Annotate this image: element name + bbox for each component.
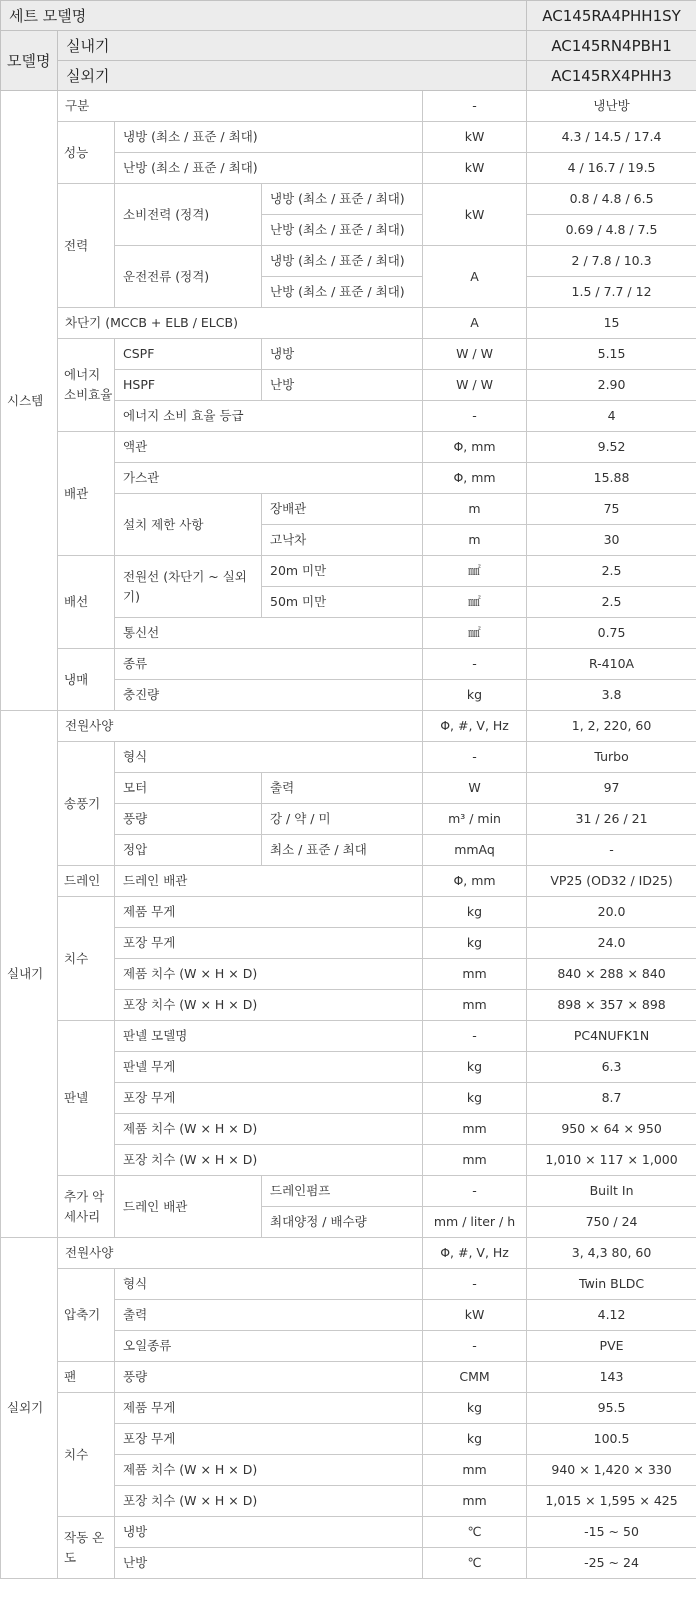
under20-value: 2.5 [527, 556, 696, 587]
set-model-label: 세트 모델명 [1, 1, 527, 31]
cspf-unit: W / W [423, 339, 527, 370]
comp-group-label: 압축기 [58, 1269, 115, 1362]
outdoor-model-row [1, 61, 696, 91]
wiring-group-label: 배선 [58, 556, 115, 649]
indoor-size-unit: mm [423, 959, 527, 990]
kind-unit: - [423, 649, 527, 680]
table-row [1, 1269, 696, 1300]
outdoor-pack-size-value: 1,015 × 1,595 × 425 [527, 1486, 696, 1517]
table-row [1, 1393, 696, 1424]
type-unit: - [423, 91, 527, 122]
indoor-power-value: 1, 2, 220, 60 [527, 711, 696, 742]
hspf-unit: W / W [423, 370, 527, 401]
drain-pipe-unit: Φ, mm [423, 866, 527, 897]
outdoor-pack-weight-label: 포장 무게 [115, 1424, 423, 1455]
outdoor-airflow-value: 143 [527, 1362, 696, 1393]
under50-unit: ㎟ [423, 587, 527, 618]
outdoor-power-value: 3, 4,3 80, 60 [527, 1238, 696, 1269]
airflow-unit: m³ / min [423, 804, 527, 835]
table-row [1, 1517, 696, 1548]
comp-output-label: 출력 [115, 1300, 423, 1331]
outdoor-size-value: 940 × 1,420 × 330 [527, 1455, 696, 1486]
indoor-pack-size-value: 898 × 357 × 898 [527, 990, 696, 1021]
fan-type-label: 형식 [115, 742, 423, 773]
temp-cool-value: -15 ~ 50 [527, 1517, 696, 1548]
panel-group-label: 판넬 [58, 1021, 115, 1176]
cur-cool-label: 냉방 (최소 / 표준 / 최대) [262, 246, 423, 277]
drain-group-label: 드레인 [58, 866, 115, 897]
outdoor-pack-weight-unit: kg [423, 1424, 527, 1455]
outdoor-weight-value: 95.5 [527, 1393, 696, 1424]
comp-type-value: Twin BLDC [527, 1269, 696, 1300]
lift-value: 750 / 24 [527, 1207, 696, 1238]
hspf-value: 2.90 [527, 370, 696, 401]
table-row [1, 1176, 696, 1207]
accessory-group-label: 추가 악세사리 [58, 1176, 115, 1238]
outdoor-weight-unit: kg [423, 1393, 527, 1424]
model-label: 모델명 [1, 31, 58, 91]
indoor-weight-value: 20.0 [527, 897, 696, 928]
grade-value: 4 [527, 401, 696, 432]
outdoor-pack-weight-value: 100.5 [527, 1424, 696, 1455]
comp-type-unit: - [423, 1269, 527, 1300]
gas-unit: Φ, mm [423, 463, 527, 494]
gas-value: 15.88 [527, 463, 696, 494]
outdoor-fan-group-label: 팬 [58, 1362, 115, 1393]
indoor-model-value: AC145RN4PBH1 [527, 31, 696, 61]
outdoor-weight-label: 제품 무게 [115, 1393, 423, 1424]
charge-value: 3.8 [527, 680, 696, 711]
indoor-size-label: 제품 치수 (W × H × D) [115, 959, 423, 990]
liquid-unit: Φ, mm [423, 432, 527, 463]
panel-pack-size-unit: mm [423, 1145, 527, 1176]
panel-size-value: 950 × 64 × 950 [527, 1114, 696, 1145]
accessory-drain-label: 드레인 배관 [115, 1176, 262, 1238]
panel-pack-weight-unit: kg [423, 1083, 527, 1114]
table-row [1, 122, 696, 153]
under20-label: 20m 미만 [262, 556, 423, 587]
pump-value: Built In [527, 1176, 696, 1207]
cspf-mode: 냉방 [262, 339, 423, 370]
indoor-model-label: 실내기 [58, 31, 527, 61]
lift-unit: mm / liter / h [423, 1207, 527, 1238]
temp-cool-unit: ℃ [423, 1517, 527, 1548]
motor-sub: 출력 [262, 773, 423, 804]
cons-heat-value: 0.69 / 4.8 / 7.5 [527, 215, 696, 246]
temp-group-label: 작동 온도 [58, 1517, 115, 1579]
cur-cool-value: 2 / 7.8 / 10.3 [527, 246, 696, 277]
perf-heat-unit: kW [423, 153, 527, 184]
panel-weight-label: 판넬 무게 [115, 1052, 423, 1083]
outdoor-size-label: 제품 치수 (W × H × D) [115, 1455, 423, 1486]
set-model-value: AC145RA4PHH1SY [527, 1, 696, 31]
pump-label: 드레인펌프 [262, 1176, 423, 1207]
table-row [1, 897, 696, 928]
table-row [1, 91, 696, 122]
temp-heat-value: -25 ~ 24 [527, 1548, 696, 1579]
outdoor-size-unit: mm [423, 1455, 527, 1486]
cspf-value: 5.15 [527, 339, 696, 370]
outdoor-airflow-label: 풍량 [115, 1362, 423, 1393]
under20-unit: ㎟ [423, 556, 527, 587]
comm-unit: ㎟ [423, 618, 527, 649]
power-group-label: 전력 [58, 184, 115, 308]
drain-pipe-value: VP25 (OD32 / ID25) [527, 866, 696, 897]
long-unit: m [423, 494, 527, 525]
panel-pack-weight-value: 8.7 [527, 1083, 696, 1114]
energy-group-label: 에너지 소비효율 [58, 339, 115, 432]
comm-value: 0.75 [527, 618, 696, 649]
type-value: 냉난방 [527, 91, 696, 122]
fan-type-value: Turbo [527, 742, 696, 773]
liquid-value: 9.52 [527, 432, 696, 463]
perf-group-label: 성능 [58, 122, 115, 184]
comp-type-label: 형식 [115, 1269, 423, 1300]
current-label: 운전전류 (정격) [115, 246, 262, 308]
comp-oil-label: 오일종류 [115, 1331, 423, 1362]
indoor-section-label: 실내기 [1, 711, 58, 1238]
static-unit: mmAq [423, 835, 527, 866]
hspf-mode: 난방 [262, 370, 423, 401]
motor-label: 모터 [115, 773, 262, 804]
airflow-label: 풍량 [115, 804, 262, 835]
static-value: - [527, 835, 696, 866]
consumption-label: 소비전력 (정격) [115, 184, 262, 246]
gas-label: 가스관 [115, 463, 423, 494]
cons-heat-label: 난방 (최소 / 표준 / 최대) [262, 215, 423, 246]
indoor-size-value: 840 × 288 × 840 [527, 959, 696, 990]
table-row [1, 432, 696, 463]
indoor-power-label: 전원사양 [58, 711, 423, 742]
airflow-value: 31 / 26 / 21 [527, 804, 696, 835]
comp-oil-value: PVE [527, 1331, 696, 1362]
kind-label: 종류 [115, 649, 423, 680]
cons-cool-value: 0.8 / 4.8 / 6.5 [527, 184, 696, 215]
drain-pipe-label: 드레인 배관 [115, 866, 423, 897]
cons-unit: kW [423, 184, 527, 246]
table-row [1, 339, 696, 370]
indoor-weight-label: 제품 무게 [115, 897, 423, 928]
hspf-label: HSPF [115, 370, 262, 401]
panel-weight-unit: kg [423, 1052, 527, 1083]
lift-label: 최대양정 / 배수량 [262, 1207, 423, 1238]
cur-unit: A [423, 246, 527, 308]
indoor-pack-weight-label: 포장 무게 [115, 928, 423, 959]
outdoor-airflow-unit: CMM [423, 1362, 527, 1393]
kind-value: R-410A [527, 649, 696, 680]
pump-unit: - [423, 1176, 527, 1207]
long-value: 75 [527, 494, 696, 525]
set-model-row [1, 1, 696, 31]
panel-size-unit: mm [423, 1114, 527, 1145]
panel-model-unit: - [423, 1021, 527, 1052]
table-row [1, 649, 696, 680]
table-row [1, 866, 696, 897]
outdoor-pack-size-unit: mm [423, 1486, 527, 1517]
outdoor-section-label: 실외기 [1, 1238, 58, 1579]
grade-label: 에너지 소비 효율 등급 [115, 401, 423, 432]
static-sub: 최소 / 표준 / 최대 [262, 835, 423, 866]
temp-cool-label: 냉방 [115, 1517, 423, 1548]
height-label: 고낙차 [262, 525, 423, 556]
long-label: 장배관 [262, 494, 423, 525]
breaker-value: 15 [527, 308, 696, 339]
panel-pack-size-label: 포장 치수 (W × H × D) [115, 1145, 423, 1176]
perf-cool-value: 4.3 / 14.5 / 17.4 [527, 122, 696, 153]
table-row [1, 308, 696, 339]
panel-size-label: 제품 치수 (W × H × D) [115, 1114, 423, 1145]
temp-heat-label: 난방 [115, 1548, 423, 1579]
under50-value: 2.5 [527, 587, 696, 618]
piping-group-label: 배관 [58, 432, 115, 556]
charge-label: 충진량 [115, 680, 423, 711]
under50-label: 50m 미만 [262, 587, 423, 618]
indoor-weight-unit: kg [423, 897, 527, 928]
table-row [1, 556, 696, 587]
indoor-pack-weight-unit: kg [423, 928, 527, 959]
outdoor-dims-group-label: 치수 [58, 1393, 115, 1517]
outdoor-pack-size-label: 포장 치수 (W × H × D) [115, 1486, 423, 1517]
cur-heat-value: 1.5 / 7.7 / 12 [527, 277, 696, 308]
table-row [1, 711, 696, 742]
table-row [1, 184, 696, 215]
table-row [1, 742, 696, 773]
breaker-label: 차단기 (MCCB + ELB / ELCB) [58, 308, 423, 339]
outdoor-model-value: AC145RX4PHH3 [527, 61, 696, 91]
limit-label: 설치 제한 사항 [115, 494, 262, 556]
table-row [1, 1238, 696, 1269]
temp-heat-unit: ℃ [423, 1548, 527, 1579]
perf-heat-label: 난방 (최소 / 표준 / 최대) [115, 153, 423, 184]
panel-model-label: 판넬 모델명 [115, 1021, 423, 1052]
static-label: 정압 [115, 835, 262, 866]
motor-value: 97 [527, 773, 696, 804]
charge-unit: kg [423, 680, 527, 711]
cspf-label: CSPF [115, 339, 262, 370]
system-section-label: 시스템 [1, 91, 58, 711]
indoor-dims-group-label: 치수 [58, 897, 115, 1021]
outdoor-model-label: 실외기 [58, 61, 527, 91]
panel-pack-size-value: 1,010 × 117 × 1,000 [527, 1145, 696, 1176]
height-unit: m [423, 525, 527, 556]
comm-label: 통신선 [115, 618, 423, 649]
type-label: 구분 [58, 91, 423, 122]
comp-oil-unit: - [423, 1331, 527, 1362]
height-value: 30 [527, 525, 696, 556]
breaker-unit: A [423, 308, 527, 339]
panel-weight-value: 6.3 [527, 1052, 696, 1083]
perf-cool-unit: kW [423, 122, 527, 153]
airflow-sub: 강 / 약 / 미 [262, 804, 423, 835]
power-line-label: 전원선 (차단기 ~ 실외기) [115, 556, 262, 618]
indoor-pack-size-unit: mm [423, 990, 527, 1021]
comp-output-unit: kW [423, 1300, 527, 1331]
outdoor-power-unit: Φ, #, V, Hz [423, 1238, 527, 1269]
table-row [1, 1021, 696, 1052]
panel-model-value: PC4NUFK1N [527, 1021, 696, 1052]
liquid-label: 액관 [115, 432, 423, 463]
panel-pack-weight-label: 포장 무게 [115, 1083, 423, 1114]
outdoor-power-label: 전원사양 [58, 1238, 423, 1269]
cons-cool-label: 냉방 (최소 / 표준 / 최대) [262, 184, 423, 215]
table-row [1, 1362, 696, 1393]
comp-output-value: 4.12 [527, 1300, 696, 1331]
perf-cool-label: 냉방 (최소 / 표준 / 최대) [115, 122, 423, 153]
indoor-power-unit: Φ, #, V, Hz [423, 711, 527, 742]
fan-type-unit: - [423, 742, 527, 773]
perf-heat-value: 4 / 16.7 / 19.5 [527, 153, 696, 184]
cur-heat-label: 난방 (최소 / 표준 / 최대) [262, 277, 423, 308]
indoor-pack-size-label: 포장 치수 (W × H × D) [115, 990, 423, 1021]
grade-unit: - [423, 401, 527, 432]
motor-unit: W [423, 773, 527, 804]
refrigerant-group-label: 냉매 [58, 649, 115, 711]
indoor-model-row [1, 31, 696, 61]
fan-group-label: 송풍기 [58, 742, 115, 866]
indoor-pack-weight-value: 24.0 [527, 928, 696, 959]
